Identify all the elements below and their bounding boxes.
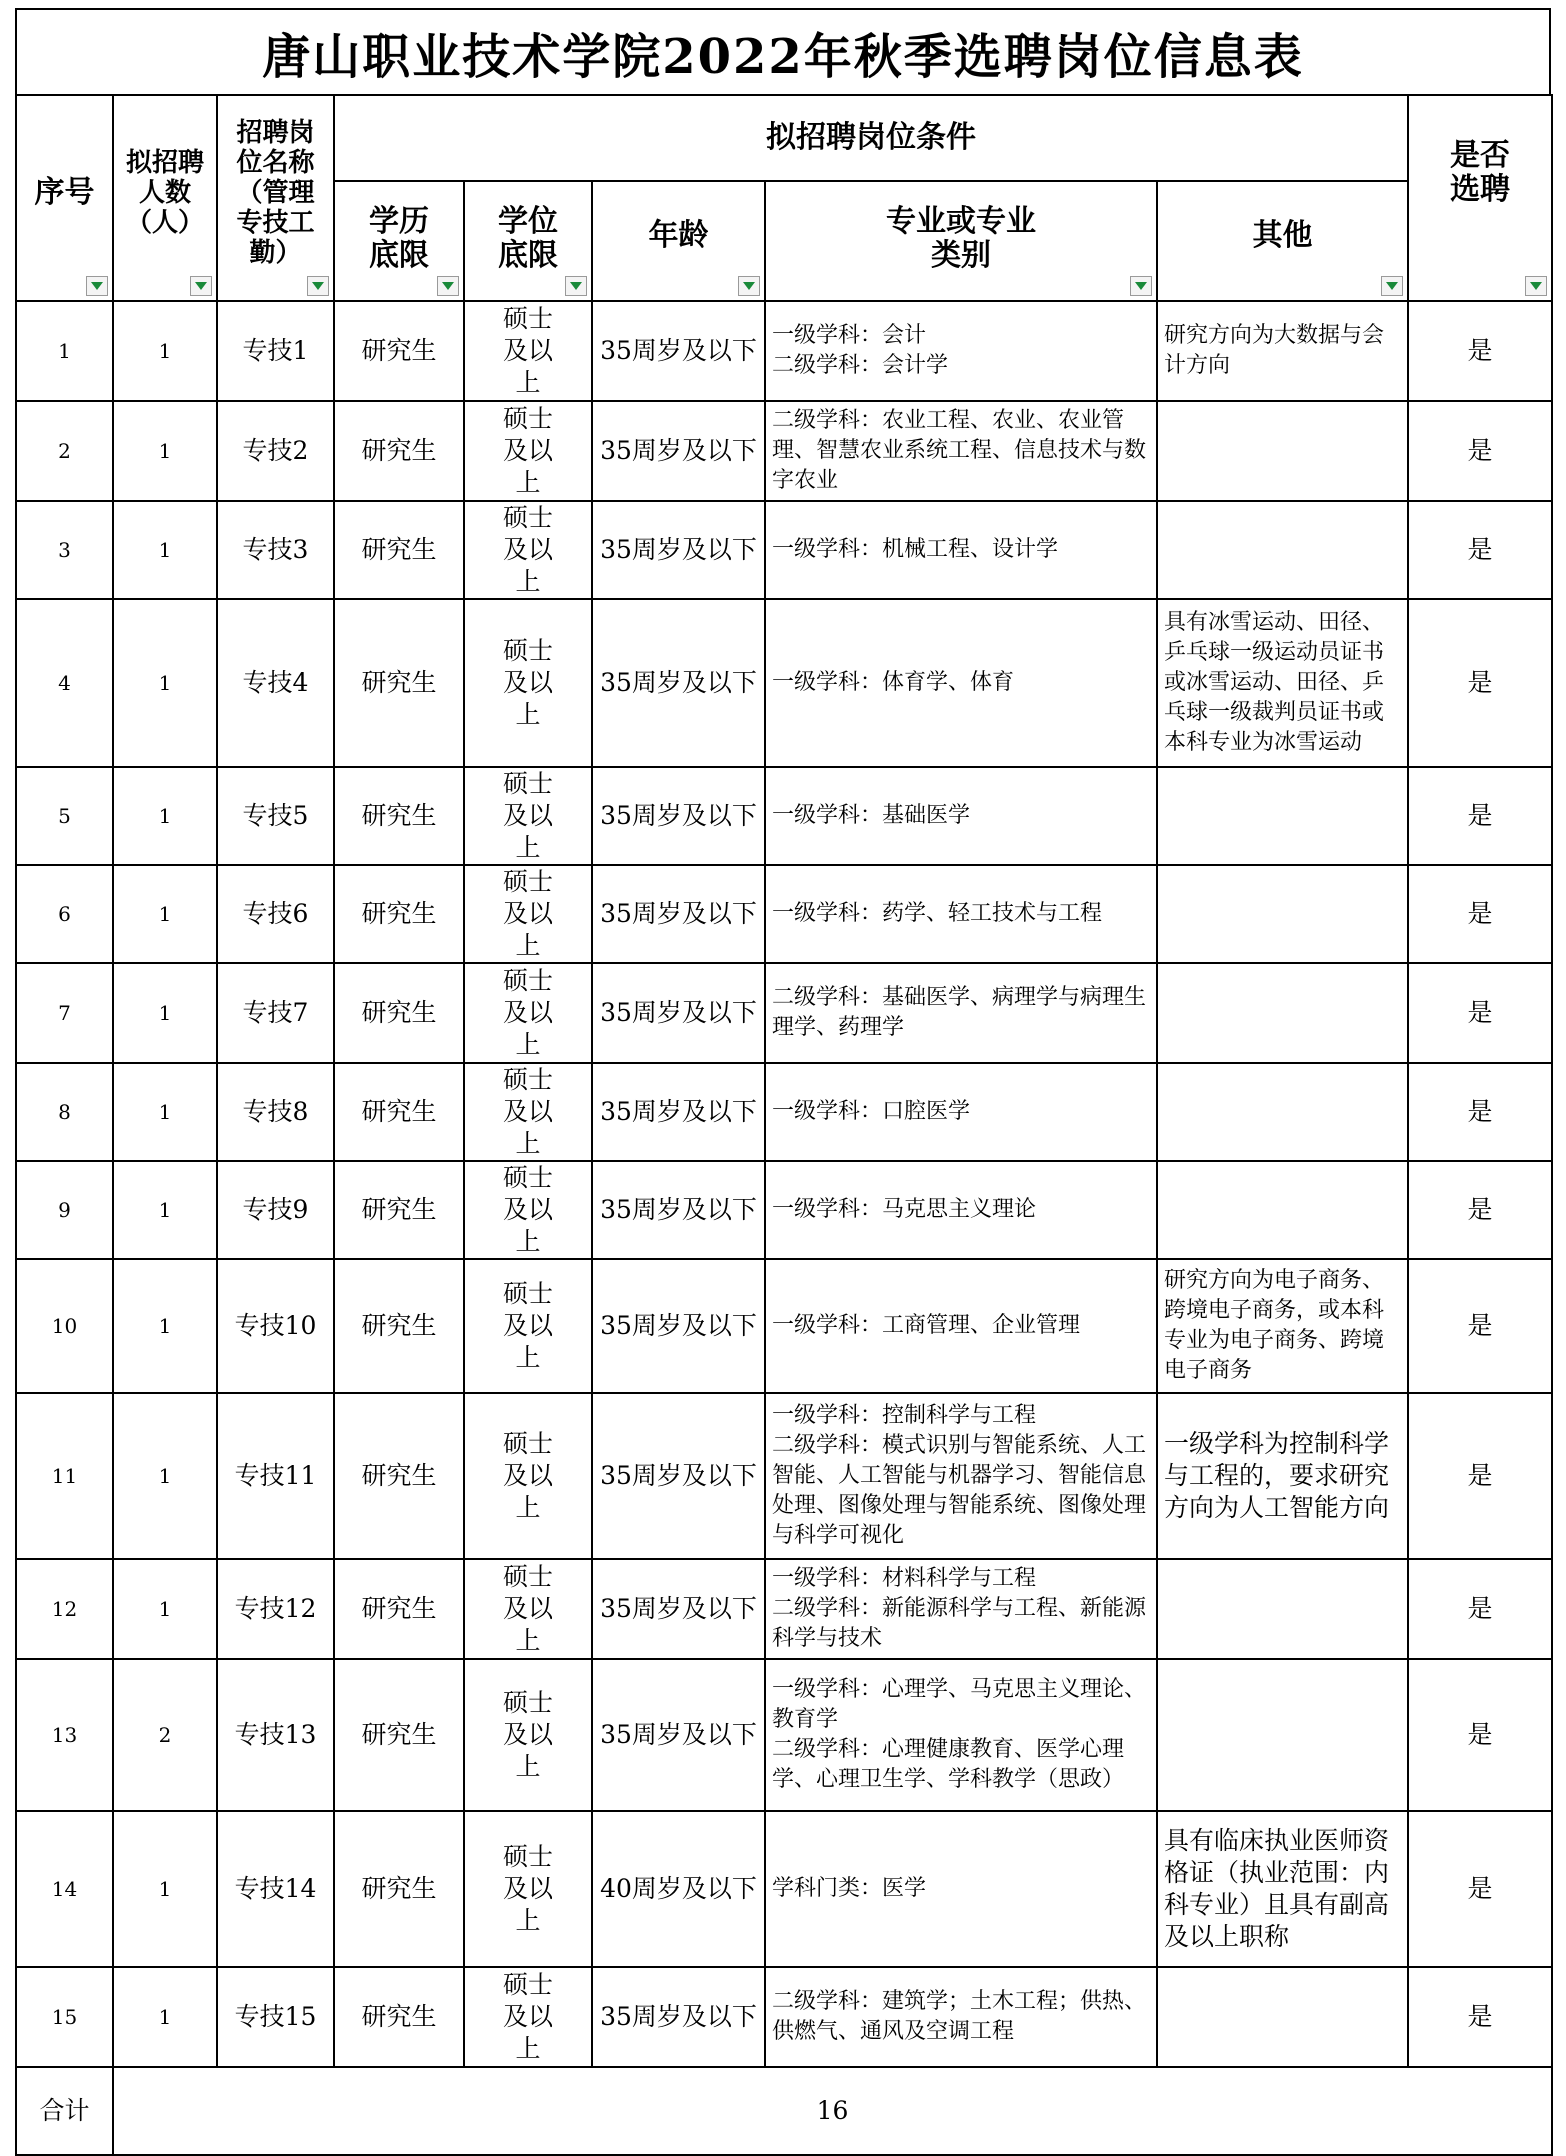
row-major: 一级学科：药学、轻工技术与工程 <box>765 865 1157 963</box>
row-degree: 硕士及以上 <box>464 1063 592 1161</box>
header-count: 拟招聘人数（人） <box>113 95 217 301</box>
row-education: 研究生 <box>334 1259 464 1393</box>
row-age: 35周岁及以下 <box>592 401 765 501</box>
table-row <box>16 1393 1552 1559</box>
row-other <box>1157 501 1408 599</box>
row-age: 35周岁及以下 <box>592 1063 765 1161</box>
row-seq: 14 <box>16 1811 113 1967</box>
row-degree: 硕士及以上 <box>464 1659 592 1811</box>
row-count: 1 <box>113 963 217 1063</box>
row-post: 专技4 <box>217 599 334 767</box>
table-row <box>16 401 1552 501</box>
table-row <box>16 963 1552 1063</box>
table-row <box>16 767 1552 865</box>
row-post: 专技11 <box>217 1393 334 1559</box>
row-other: 具有冰雪运动、田径、乒乓球一级运动员证书或冰雪运动、田径、乒乓球一级裁判员证书或本科专业为冰雪运动 <box>1157 599 1408 767</box>
row-selected: 是 <box>1408 865 1552 963</box>
row-major: 二级学科：建筑学；土木工程；供热、供燃气、通风及空调工程 <box>765 1967 1157 2067</box>
row-degree: 硕士及以上 <box>464 767 592 865</box>
header-selected: 是否选聘 <box>1408 95 1552 301</box>
row-count: 1 <box>113 599 217 767</box>
row-post: 专技13 <box>217 1659 334 1811</box>
row-selected: 是 <box>1408 1659 1552 1811</box>
row-post: 专技9 <box>217 1161 334 1259</box>
row-education: 研究生 <box>334 401 464 501</box>
filter-dropdown-icon[interactable] <box>307 276 329 296</box>
row-major: 一级学科：机械工程、设计学 <box>765 501 1157 599</box>
row-degree: 硕士及以上 <box>464 1811 592 1967</box>
row-education: 研究生 <box>334 1967 464 2067</box>
filter-dropdown-icon[interactable] <box>190 276 212 296</box>
row-seq: 8 <box>16 1063 113 1161</box>
row-degree: 硕士及以上 <box>464 1967 592 2067</box>
row-degree: 硕士及以上 <box>464 1559 592 1659</box>
row-other <box>1157 963 1408 1063</box>
total-value: 16 <box>113 2067 1552 2155</box>
row-major: 学科门类：医学 <box>765 1811 1157 1967</box>
header-conditions: 拟招聘岗位条件 <box>334 95 1408 181</box>
row-count: 1 <box>113 865 217 963</box>
row-education: 研究生 <box>334 1811 464 1967</box>
row-seq: 10 <box>16 1259 113 1393</box>
row-education: 研究生 <box>334 501 464 599</box>
row-age: 35周岁及以下 <box>592 865 765 963</box>
row-age: 35周岁及以下 <box>592 1161 765 1259</box>
row-age: 35周岁及以下 <box>592 501 765 599</box>
row-degree: 硕士及以上 <box>464 1259 592 1393</box>
row-age: 35周岁及以下 <box>592 1659 765 1811</box>
header-major: 专业或专业类别 <box>765 181 1157 301</box>
row-count: 1 <box>113 1063 217 1161</box>
row-age: 35周岁及以下 <box>592 1559 765 1659</box>
row-selected: 是 <box>1408 1811 1552 1967</box>
row-major: 二级学科：基础医学、病理学与病理生理学、药理学 <box>765 963 1157 1063</box>
row-count: 1 <box>113 1559 217 1659</box>
row-age: 40周岁及以下 <box>592 1811 765 1967</box>
row-other <box>1157 1659 1408 1811</box>
row-selected: 是 <box>1408 963 1552 1063</box>
recruitment-sheet <box>15 8 1551 2156</box>
row-other <box>1157 401 1408 501</box>
header-seq: 序号 <box>16 95 113 301</box>
row-post: 专技2 <box>217 401 334 501</box>
filter-dropdown-icon[interactable] <box>738 276 760 296</box>
positions-table <box>15 94 1553 2156</box>
table-row <box>16 865 1552 963</box>
row-count: 1 <box>113 1967 217 2067</box>
row-other: 研究方向为大数据与会计方向 <box>1157 301 1408 401</box>
row-age: 35周岁及以下 <box>592 767 765 865</box>
row-selected: 是 <box>1408 401 1552 501</box>
row-education: 研究生 <box>334 1161 464 1259</box>
row-education: 研究生 <box>334 1393 464 1559</box>
row-seq: 13 <box>16 1659 113 1811</box>
total-row <box>16 2067 1552 2155</box>
table-row <box>16 501 1552 599</box>
row-selected: 是 <box>1408 1161 1552 1259</box>
row-count: 1 <box>113 767 217 865</box>
row-selected: 是 <box>1408 1259 1552 1393</box>
filter-dropdown-icon[interactable] <box>565 276 587 296</box>
row-major: 一级学科：体育学、体育 <box>765 599 1157 767</box>
header-education: 学历底限 <box>334 181 464 301</box>
row-degree: 硕士及以上 <box>464 865 592 963</box>
row-count: 1 <box>113 501 217 599</box>
row-post: 专技15 <box>217 1967 334 2067</box>
row-count: 1 <box>113 1161 217 1259</box>
row-education: 研究生 <box>334 599 464 767</box>
row-age: 35周岁及以下 <box>592 1393 765 1559</box>
table-row <box>16 1161 1552 1259</box>
table-row <box>16 599 1552 767</box>
row-seq: 1 <box>16 301 113 401</box>
row-post: 专技6 <box>217 865 334 963</box>
row-other <box>1157 1063 1408 1161</box>
row-major: 一级学科：口腔医学 <box>765 1063 1157 1161</box>
page-title: 唐山职业技术学院2022年秋季选聘岗位信息表 <box>15 8 1551 94</box>
row-education: 研究生 <box>334 1559 464 1659</box>
row-age: 35周岁及以下 <box>592 301 765 401</box>
row-education: 研究生 <box>334 1063 464 1161</box>
filter-dropdown-icon[interactable] <box>1525 276 1547 296</box>
row-selected: 是 <box>1408 1967 1552 2067</box>
row-seq: 11 <box>16 1393 113 1559</box>
table-row <box>16 1559 1552 1659</box>
row-seq: 9 <box>16 1161 113 1259</box>
row-post: 专技5 <box>217 767 334 865</box>
row-post: 专技7 <box>217 963 334 1063</box>
row-selected: 是 <box>1408 599 1552 767</box>
row-seq: 15 <box>16 1967 113 2067</box>
row-age: 35周岁及以下 <box>592 963 765 1063</box>
row-major: 一级学科：基础医学 <box>765 767 1157 865</box>
row-other <box>1157 1967 1408 2067</box>
row-age: 35周岁及以下 <box>592 1259 765 1393</box>
row-count: 1 <box>113 1259 217 1393</box>
row-other <box>1157 865 1408 963</box>
row-major: 一级学科：材料科学与工程 二级学科：新能源科学与工程、新能源科学与技术 <box>765 1559 1157 1659</box>
table-row <box>16 1811 1552 1967</box>
row-education: 研究生 <box>334 865 464 963</box>
row-age: 35周岁及以下 <box>592 599 765 767</box>
header-other: 其他 <box>1157 181 1408 301</box>
row-education: 研究生 <box>334 767 464 865</box>
row-selected: 是 <box>1408 1559 1552 1659</box>
row-major: 二级学科：农业工程、农业、农业管理、智慧农业系统工程、信息技术与数字农业 <box>765 401 1157 501</box>
row-degree: 硕士及以上 <box>464 599 592 767</box>
row-count: 1 <box>113 1811 217 1967</box>
header-degree: 学位底限 <box>464 181 592 301</box>
row-selected: 是 <box>1408 501 1552 599</box>
row-seq: 12 <box>16 1559 113 1659</box>
row-selected: 是 <box>1408 301 1552 401</box>
row-degree: 硕士及以上 <box>464 501 592 599</box>
row-seq: 4 <box>16 599 113 767</box>
row-post: 专技3 <box>217 501 334 599</box>
filter-dropdown-icon[interactable] <box>1130 276 1152 296</box>
row-education: 研究生 <box>334 963 464 1063</box>
row-other <box>1157 1161 1408 1259</box>
row-seq: 5 <box>16 767 113 865</box>
row-other: 研究方向为电子商务、跨境电子商务，或本科专业为电子商务、跨境电子商务 <box>1157 1259 1408 1393</box>
table-row <box>16 1659 1552 1811</box>
row-degree: 硕士及以上 <box>464 301 592 401</box>
row-degree: 硕士及以上 <box>464 1393 592 1559</box>
row-seq: 3 <box>16 501 113 599</box>
row-education: 研究生 <box>334 301 464 401</box>
row-post: 专技12 <box>217 1559 334 1659</box>
header-age: 年龄 <box>592 181 765 301</box>
total-label: 合计 <box>16 2067 113 2155</box>
row-post: 专技1 <box>217 301 334 401</box>
filter-dropdown-icon[interactable] <box>86 276 108 296</box>
header-post: 招聘岗位名称（管理专技工勤） <box>217 95 334 301</box>
row-post: 专技14 <box>217 1811 334 1967</box>
table-row <box>16 1259 1552 1393</box>
row-count: 2 <box>113 1659 217 1811</box>
row-seq: 2 <box>16 401 113 501</box>
row-count: 1 <box>113 1393 217 1559</box>
row-other: 具有临床执业医师资格证（执业范围：内科专业）且具有副高及以上职称 <box>1157 1811 1408 1967</box>
row-seq: 6 <box>16 865 113 963</box>
row-post: 专技10 <box>217 1259 334 1393</box>
row-education: 研究生 <box>334 1659 464 1811</box>
table-row <box>16 301 1552 401</box>
row-degree: 硕士及以上 <box>464 1161 592 1259</box>
filter-dropdown-icon[interactable] <box>1381 276 1403 296</box>
row-selected: 是 <box>1408 1063 1552 1161</box>
table-row <box>16 1063 1552 1161</box>
row-major: 一级学科：工商管理、企业管理 <box>765 1259 1157 1393</box>
row-selected: 是 <box>1408 1393 1552 1559</box>
row-major: 一级学科：马克思主义理论 <box>765 1161 1157 1259</box>
row-major: 一级学科：会计 二级学科：会计学 <box>765 301 1157 401</box>
row-major: 一级学科：控制科学与工程 二级学科：模式识别与智能系统、人工智能、人工智能与机器学习、智能信息处理、图像处理与智能系统、图像处理与科学可视化 <box>765 1393 1157 1559</box>
row-count: 1 <box>113 401 217 501</box>
row-selected: 是 <box>1408 767 1552 865</box>
row-major: 一级学科：心理学、马克思主义理论、教育学 二级学科：心理健康教育、医学心理学、心理卫生学、学科教学（思政） <box>765 1659 1157 1811</box>
row-other <box>1157 1559 1408 1659</box>
row-other <box>1157 767 1408 865</box>
row-post: 专技8 <box>217 1063 334 1161</box>
row-degree: 硕士及以上 <box>464 963 592 1063</box>
row-seq: 7 <box>16 963 113 1063</box>
row-degree: 硕士及以上 <box>464 401 592 501</box>
table-row <box>16 1967 1552 2067</box>
row-count: 1 <box>113 301 217 401</box>
row-other: 一级学科为控制科学与工程的，要求研究方向为人工智能方向 <box>1157 1393 1408 1559</box>
filter-dropdown-icon[interactable] <box>437 276 459 296</box>
row-age: 35周岁及以下 <box>592 1967 765 2067</box>
